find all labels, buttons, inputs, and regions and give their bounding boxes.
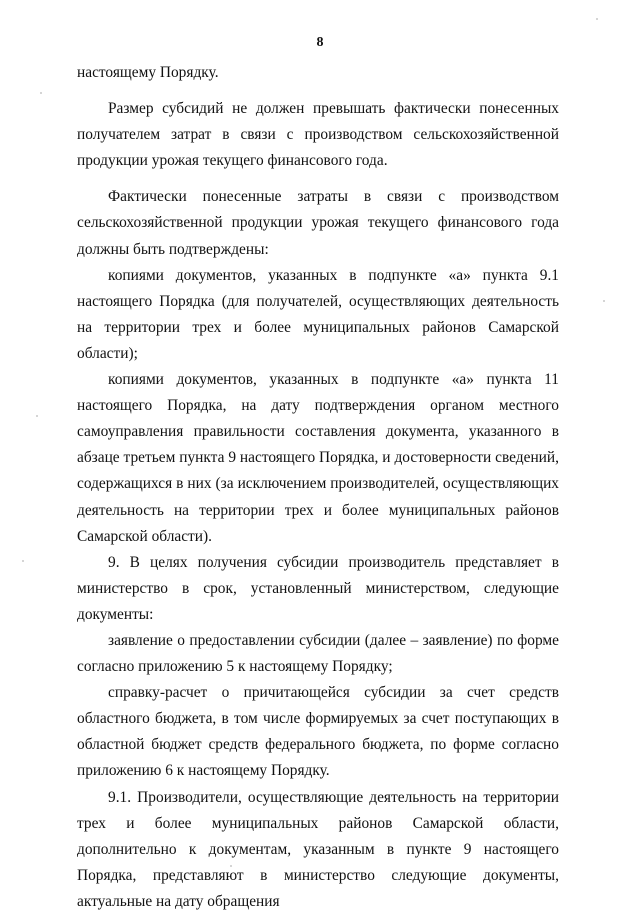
paragraph-item-9-1: 9.1. Производители, осуществляющие деятельность на территории трех и более муниципальных районов Самарской области, дополнительно к документам, указанным в пункте 9 настоящего Порядка, представляют в министерство следующие документы, актуальные на дату обращения <box>77 788 559 910</box>
paragraph-application: заявление о предоставлении субсидии (далее – заявление) по форме согласно приложению 5 к настоящему Порядку; <box>77 631 559 676</box>
paragraph-copies-11: копиями документов, указанных в подпункте «а» пункта 11 настоящего Порядка, на дату подтверждения органом местного самоуправления правильности составления документа, указанного в абзаце третьем пункта 9 настоящего Порядка, и достоверности сведений, содержащихся в них (за исключением производителей, осуществляющих деятельность на территории трех и более муниципальных районов Самарской области). <box>77 371 559 545</box>
document-body <box>77 60 559 915</box>
scan-speck <box>40 92 42 94</box>
scan-speck <box>603 300 605 302</box>
page-number: 8 <box>316 35 324 50</box>
paragraph-calculation: справку-расчет о причитающейся субсидии за счет средств областного бюджета, в том числе формируемых за счет поступающих в областной бюджет средств федерального бюджета, по форме согласно приложению 6 к настоящему Порядку. <box>77 684 559 780</box>
paragraph-subsidy-size: Размер субсидий не должен превышать фактически понесенных получателем затрат в связи с производством сельскохозяйственной продукции урожая текущего финансового года. <box>77 100 559 170</box>
paragraph-copies-9-1: копиями документов, указанных в подпункте «а» пункта 9.1 настоящего Порядка (для получателей, осуществляющих деятельность на территории трех и более муниципальных районов Самарской области); <box>77 266 559 362</box>
paragraph-continuation: настоящему Порядку. <box>77 64 219 81</box>
paragraph-item-9: 9. В целях получения субсидии производитель представляет в министерство в срок, установленный министерством, следующие документы: <box>77 553 559 623</box>
scan-speck <box>230 865 232 867</box>
paragraph-actual-costs: Фактически понесенные затраты в связи с производством сельскохозяйственной продукции урожая текущего финансового года должны быть подтверждены: <box>77 188 559 258</box>
scan-speck <box>22 560 24 562</box>
scan-speck <box>36 415 38 417</box>
scan-speck <box>596 18 598 20</box>
